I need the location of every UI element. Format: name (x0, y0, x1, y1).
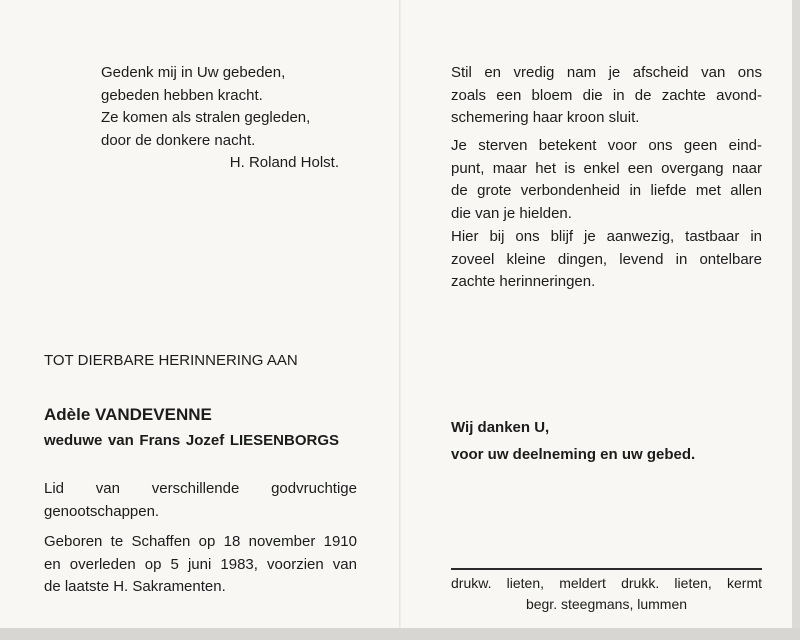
thanks-line-2: voor uw deelneming en uw gebed. (451, 446, 696, 463)
card-fold (399, 0, 401, 640)
paragraph-line: Je sterven betekent voor ons geen eind- (451, 137, 762, 154)
bio-line: genootschappen. (44, 502, 160, 520)
poem-line: door de donkere nacht. (101, 131, 256, 149)
paragraph-farewell (451, 62, 762, 130)
bio-line: en overleden op 5 juni 1983, voorzien van (44, 555, 357, 573)
membership-text (44, 478, 357, 523)
widow-line: weduwe van Frans Jozef LIESENBORGS (44, 432, 339, 449)
poem-line: Gedenk mij in Uw gebeden, (101, 64, 286, 81)
paragraph-presence (451, 226, 762, 294)
paragraph-line: punt, maar het is enkel een overgang naar (451, 159, 762, 177)
bio-line: Lid van verschillende godvruchtige (44, 480, 357, 497)
paragraph-passing (451, 135, 762, 225)
deceased-name: Adèle VANDEVENNE (44, 405, 212, 424)
thanks-line-1: Wij danken U, (451, 419, 550, 436)
printer-line: drukw. lieten, meldert drukk. lieten, kermt (451, 575, 762, 591)
paragraph-line: Stil en vredig nam je afscheid van ons (451, 64, 762, 81)
paragraph-line: zoveel kleine dingen, levend in ontelbare (451, 250, 762, 268)
bio-line: Geboren te Schaffen op 18 november 1910 (44, 533, 357, 550)
card-edge-bottom (0, 628, 800, 640)
divider-rule (451, 568, 762, 570)
printer-credits (451, 573, 762, 615)
paragraph-line: zachte herinneringen. (451, 273, 596, 290)
poem (101, 62, 341, 175)
bio-line: de laatste H. Sakramenten. (44, 578, 226, 595)
card-edge-right (792, 0, 800, 640)
paragraph-line: die van je hielden. (451, 204, 572, 222)
paragraph-line: zoals een bloem die in de zachte avond- (451, 86, 762, 104)
paragraph-line: Hier bij ons blijf je aanwezig, tastbaar in (451, 228, 762, 245)
printer-line: begr. steegmans, lummen (525, 596, 688, 612)
poem-line: gebeden hebben kracht. (101, 86, 263, 104)
paragraph-line: schemering haar kroon sluit. (451, 109, 640, 126)
dates-text (44, 531, 357, 599)
memorial-heading: TOT DIERBARE HERINNERING AAN (44, 352, 298, 369)
poem-author: H. Roland Holst. (229, 154, 339, 171)
poem-line: Ze komen als stralen gegleden, (101, 109, 311, 126)
paragraph-line: de grote verbondenheid in liefde met allen (451, 182, 762, 199)
